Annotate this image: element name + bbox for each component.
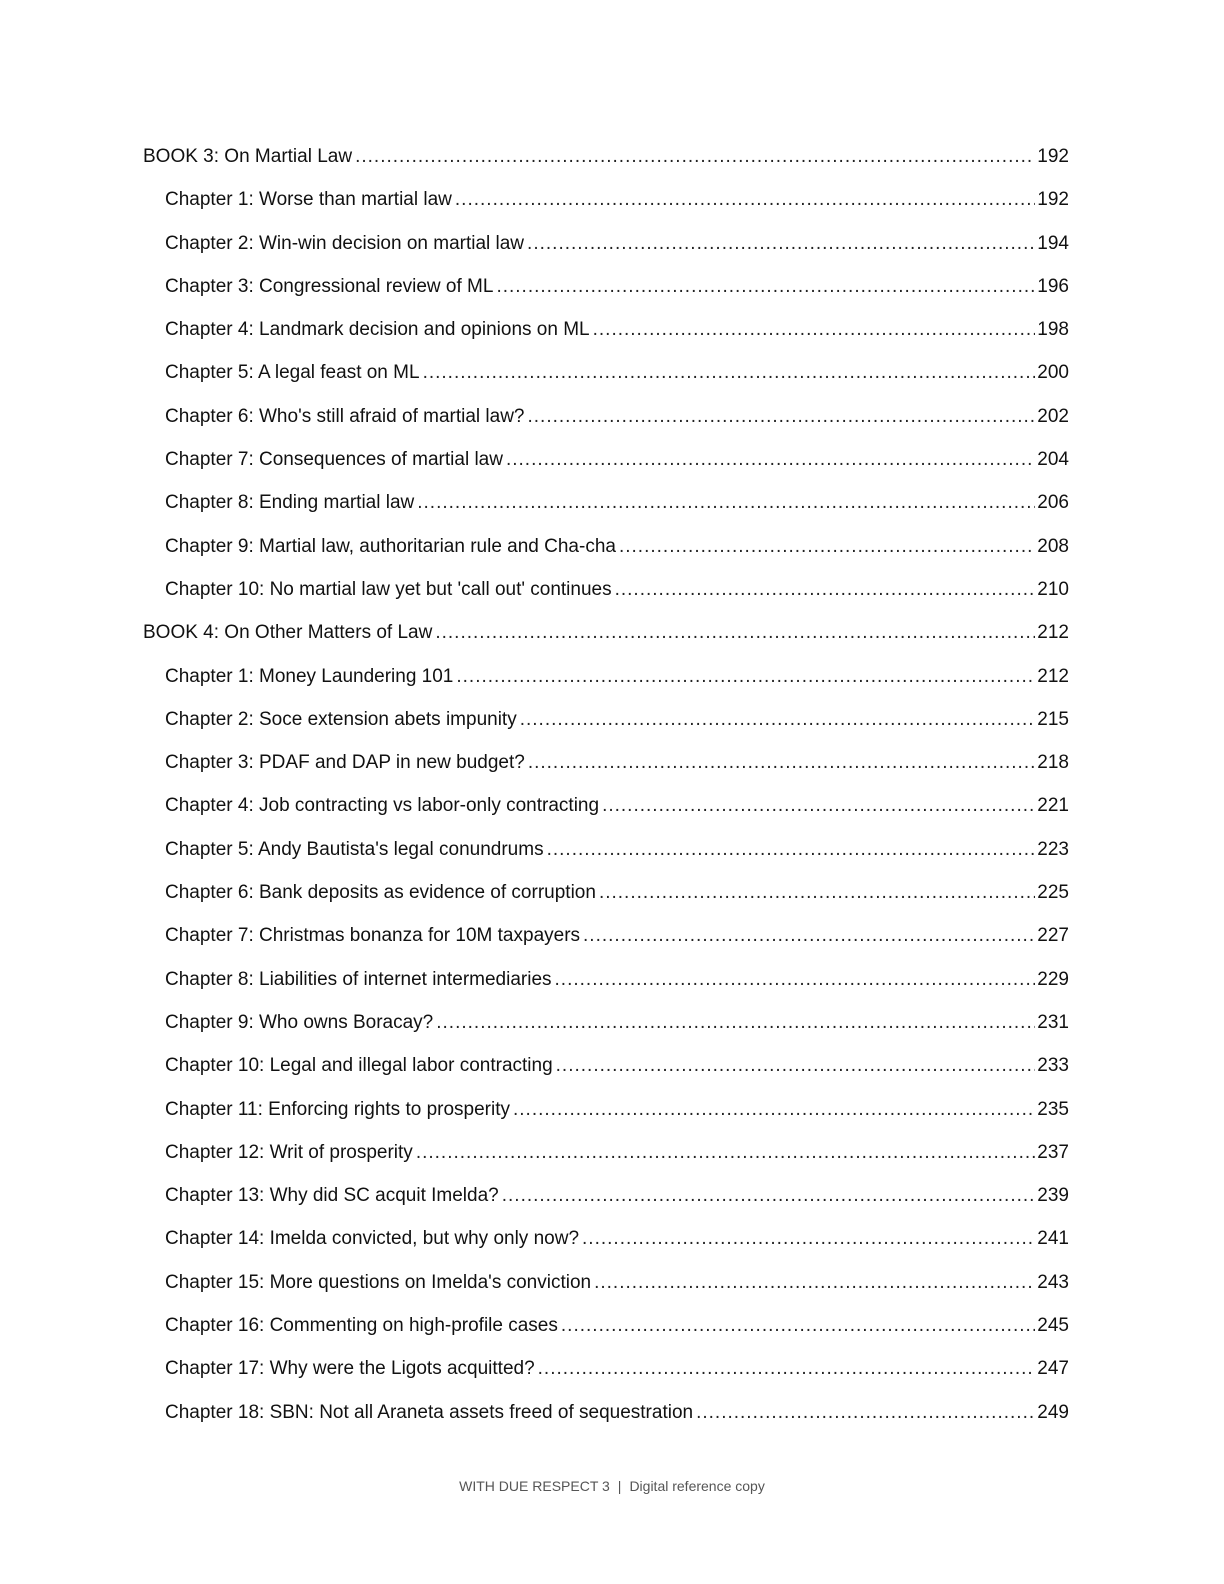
toc-chapter-entry[interactable]	[143, 871, 1069, 914]
toc-dot-leader	[561, 1304, 1035, 1347]
toc-dot-leader	[556, 1044, 1036, 1087]
toc-dot-leader	[355, 135, 1035, 178]
toc-dot-leader	[436, 1001, 1035, 1044]
toc-entry-title: Chapter 10: Legal and illegal labor contracting	[165, 1055, 553, 1077]
toc-entry-page-number: 206	[1037, 492, 1069, 514]
toc-entry-title: Chapter 5: A legal feast on ML	[165, 362, 420, 384]
toc-entry-page-number: 194	[1037, 232, 1069, 254]
toc-entry-title: BOOK 4: On Other Matters of Law	[143, 622, 433, 644]
toc-dot-leader	[696, 1391, 1035, 1434]
toc-dot-leader	[538, 1347, 1036, 1390]
toc-entry-page-number: 208	[1037, 535, 1069, 557]
toc-dot-leader	[583, 914, 1035, 957]
toc-entry-title: Chapter 17: Why were the Ligots acquitted?	[165, 1358, 535, 1380]
toc-dot-leader	[455, 178, 1035, 221]
toc-book-entry[interactable]	[143, 611, 1069, 654]
toc-dot-leader	[599, 871, 1035, 914]
toc-chapter-entry[interactable]	[143, 1131, 1069, 1174]
toc-chapter-entry[interactable]	[143, 1391, 1069, 1434]
toc-entry-page-number: 202	[1037, 405, 1069, 427]
toc-entry-title: Chapter 9: Martial law, authoritarian rule and Cha-cha	[165, 535, 616, 557]
toc-chapter-entry[interactable]	[143, 395, 1069, 438]
toc-dot-leader	[416, 1131, 1035, 1174]
toc-entry-title: Chapter 6: Bank deposits as evidence of corruption	[165, 882, 596, 904]
toc-entry-page-number: 239	[1037, 1185, 1069, 1207]
toc-entry-title: Chapter 4: Job contracting vs labor-only contracting	[165, 795, 600, 817]
toc-entry-page-number: 204	[1037, 449, 1069, 471]
toc-entry-page-number: 241	[1037, 1228, 1069, 1250]
toc-chapter-entry[interactable]	[143, 1044, 1069, 1087]
toc-entry-title: Chapter 3: PDAF and DAP in new budget?	[165, 752, 525, 774]
toc-entry-page-number: 231	[1037, 1011, 1069, 1033]
footer-note: Digital reference copy	[629, 1478, 765, 1494]
toc-dot-leader	[615, 568, 1036, 611]
toc-chapter-entry[interactable]	[143, 1088, 1069, 1131]
toc-entry-page-number: 200	[1037, 362, 1069, 384]
toc-entry-page-number: 249	[1037, 1401, 1069, 1423]
toc-entry-title: Chapter 14: Imelda convicted, but why only now?	[165, 1228, 580, 1250]
toc-dot-leader	[496, 265, 1035, 308]
toc-entry-title: Chapter 16: Commenting on high-profile cases	[165, 1315, 558, 1337]
toc-chapter-entry[interactable]	[143, 308, 1069, 351]
toc-entry-title: Chapter 4: Landmark decision and opinions on ML	[165, 319, 590, 341]
toc-chapter-entry[interactable]	[143, 958, 1069, 1001]
toc-dot-leader	[593, 308, 1036, 351]
toc-chapter-entry[interactable]	[143, 655, 1069, 698]
toc-entry-page-number: 215	[1037, 708, 1069, 730]
toc-entry-title: Chapter 7: Consequences of martial law	[165, 449, 503, 471]
toc-dot-leader	[502, 1174, 1036, 1217]
toc-chapter-entry[interactable]	[143, 1217, 1069, 1260]
toc-chapter-entry[interactable]	[143, 1261, 1069, 1304]
toc-dot-leader	[619, 525, 1035, 568]
toc-entry-page-number: 192	[1037, 146, 1069, 167]
toc-entry-page-number: 233	[1037, 1055, 1069, 1077]
toc-chapter-entry[interactable]	[143, 914, 1069, 957]
toc-chapter-entry[interactable]	[143, 351, 1069, 394]
toc-entry-page-number: 218	[1037, 752, 1069, 774]
toc-chapter-entry[interactable]	[143, 1304, 1069, 1347]
toc-entry-title: Chapter 2: Win-win decision on martial law	[165, 232, 525, 254]
toc-entry-title: Chapter 2: Soce extension abets impunity	[165, 708, 517, 730]
toc-chapter-entry[interactable]	[143, 222, 1069, 265]
toc-entry-title: Chapter 11: Enforcing rights to prosperity	[165, 1098, 510, 1120]
toc-chapter-entry[interactable]	[143, 741, 1069, 784]
toc-entry-title: Chapter 10: No martial law yet but 'call out' continues	[165, 578, 612, 600]
toc-entry-title: Chapter 1: Worse than martial law	[165, 189, 452, 211]
toc-entry-title: Chapter 8: Liabilities of internet intermediaries	[165, 968, 552, 990]
toc-entry-page-number: 237	[1037, 1141, 1069, 1163]
toc-dot-leader	[594, 1261, 1035, 1304]
toc-entry-page-number: 221	[1037, 795, 1069, 817]
toc-dot-leader	[520, 698, 1036, 741]
toc-entry-page-number: 212	[1037, 622, 1069, 644]
toc-entry-page-number: 212	[1037, 665, 1069, 687]
toc-entry-page-number: 223	[1037, 838, 1069, 860]
toc-dot-leader	[456, 655, 1035, 698]
toc-entry-page-number: 192	[1037, 189, 1069, 211]
toc-dot-leader	[602, 784, 1035, 827]
toc-chapter-entry[interactable]	[143, 568, 1069, 611]
toc-entry-page-number: 229	[1037, 968, 1069, 990]
toc-entry-title: Chapter 7: Christmas bonanza for 10M taxpayers	[165, 925, 581, 947]
toc-chapter-entry[interactable]	[143, 698, 1069, 741]
toc-dot-leader	[513, 1088, 1035, 1131]
toc-chapter-entry[interactable]	[143, 1347, 1069, 1390]
toc-entry-title: Chapter 9: Who owns Boracay?	[165, 1011, 434, 1033]
toc-entry-title: Chapter 5: Andy Bautista's legal conundrums	[165, 838, 544, 860]
toc-dot-leader	[423, 351, 1036, 394]
toc-entry-page-number: 247	[1037, 1358, 1069, 1380]
table-of-contents	[143, 135, 1069, 1434]
toc-chapter-entry[interactable]	[143, 828, 1069, 871]
toc-entry-title: Chapter 1: Money Laundering 101	[165, 665, 454, 687]
toc-entry-title: Chapter 13: Why did SC acquit Imelda?	[165, 1185, 499, 1207]
toc-dot-leader	[528, 395, 1036, 438]
toc-chapter-entry[interactable]	[143, 1001, 1069, 1044]
toc-chapter-entry[interactable]	[143, 525, 1069, 568]
toc-chapter-entry[interactable]	[143, 784, 1069, 827]
toc-entry-page-number: 245	[1037, 1315, 1069, 1337]
toc-entry-title: Chapter 18: SBN: Not all Araneta assets freed of sequestration	[165, 1401, 694, 1423]
toc-entry-page-number: 225	[1037, 882, 1069, 904]
toc-entry-page-number: 227	[1037, 925, 1069, 947]
toc-dot-leader	[528, 741, 1035, 784]
toc-chapter-entry[interactable]	[143, 265, 1069, 308]
page-footer	[0, 1478, 1224, 1494]
toc-entry-page-number: 235	[1037, 1098, 1069, 1120]
toc-entry-title: BOOK 3: On Martial Law	[143, 146, 353, 167]
toc-chapter-entry[interactable]	[143, 178, 1069, 221]
toc-entry-title: Chapter 8: Ending martial law	[165, 492, 415, 514]
toc-chapter-entry[interactable]	[143, 481, 1069, 524]
toc-entry-title: Chapter 12: Writ of prosperity	[165, 1141, 413, 1163]
toc-entry-page-number: 210	[1037, 578, 1069, 600]
toc-dot-leader	[582, 1217, 1035, 1260]
toc-dot-leader	[555, 958, 1036, 1001]
toc-dot-leader	[527, 222, 1035, 265]
toc-entry-page-number: 243	[1037, 1271, 1069, 1293]
toc-entry-page-number: 196	[1037, 275, 1069, 297]
toc-entry-page-number: 198	[1037, 319, 1069, 341]
toc-chapter-entry[interactable]	[143, 1174, 1069, 1217]
toc-entry-title: Chapter 3: Congressional review of ML	[165, 275, 494, 297]
toc-dot-leader	[547, 828, 1036, 871]
toc-book-entry[interactable]	[143, 135, 1069, 178]
toc-chapter-entry[interactable]	[143, 438, 1069, 481]
toc-dot-leader	[435, 611, 1035, 654]
toc-dot-leader	[417, 481, 1035, 524]
footer-separator: |	[617, 1478, 622, 1494]
toc-entry-title: Chapter 6: Who's still afraid of martial law?	[165, 405, 525, 427]
toc-dot-leader	[506, 438, 1035, 481]
footer-book-title: WITH DUE RESPECT 3	[459, 1478, 610, 1494]
toc-entry-title: Chapter 15: More questions on Imelda's conviction	[165, 1271, 592, 1293]
